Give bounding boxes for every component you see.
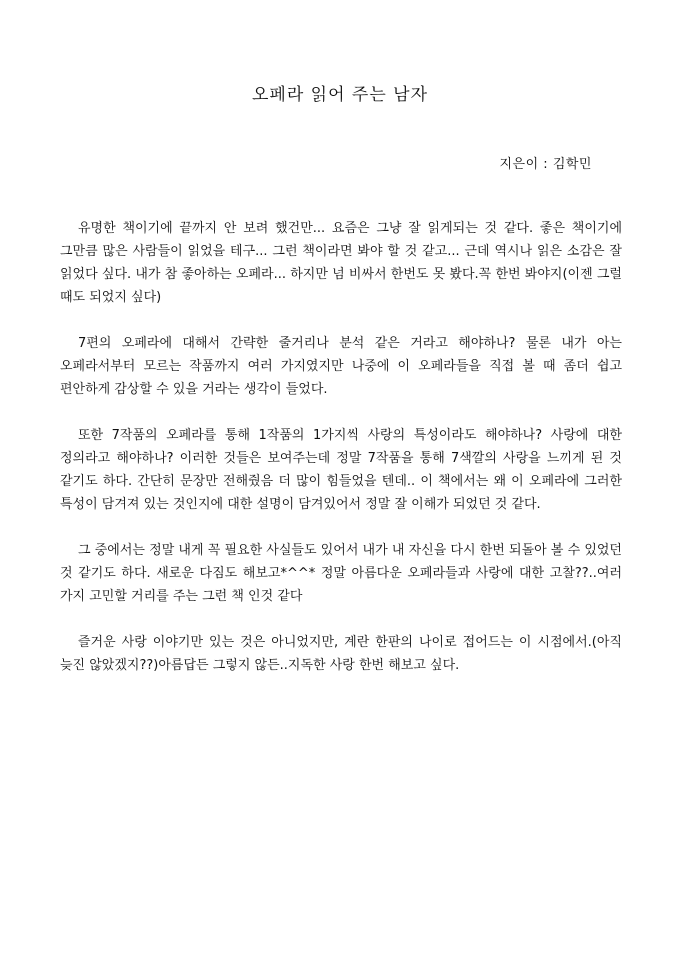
- paragraph-5: 즐거운 사랑 이야기만 있는 것은 아니었지만, 계란 한판의 나이로 접어드는 이 시점에서.(아직 늦진 않았겠지??)아름답든 그렇지 않든..지독한 사랑 한번 해보고 싶다.: [60, 635, 622, 673]
- paragraph-2: 7편의 오페라에 대해서 간략한 줄거리나 분석 같은 거라고 해야하나? 물론 내가 아는 오페라서부터 모르는 작품까지 여러 가지였지만 나중에 이 오페라들을 직접 볼 때 좀더 쉽고 편안하게 감상할 수 있을 거라는 생각이 들었다.: [60, 336, 623, 397]
- paragraph-3: 또한 7작품의 오페라를 통해 1작품의 1가지씩 사랑의 특성이라도 해야하나? 사랑에 대한 정의라고 해야하나? 이러한 것들은 보여주는데 정말 7작품을 통해 7색깔의 사랑을 느끼게 된 것 같기도 하다. 간단히 문장만 전해줬음 더 많이 힘들었을 텐데.. 이 책에서는 왜 이 오페라에 그러한 특성이 담겨져 있는 것인지에 대한 설명이 담겨있어서 정말 잘 이해가 되었던 것 같다.: [60, 428, 622, 512]
- document-title: 오페라 읽어 주는 남자: [251, 85, 428, 105]
- document-body: [60, 217, 622, 700]
- author-line: 지은이 : 김학민: [499, 157, 592, 172]
- paragraph-1: 유명한 책이기에 끝까지 안 보려 했건만... 요즘은 그냥 잘 읽게되는 것 같다. 좋은 책이기에 그만큼 많은 사람들이 읽었을 테구... 그런 책이라면 봐야 할 것 같고... 근데 역시나 읽은 소감은 잘 읽었다 싶다. 내가 참 좋아하는 오페라... 하지만 넘 비싸서 한번도 못 봤다.꼭 한번 봐야지(이젠 그럴 때도 되었지 싶다): [60, 221, 622, 305]
- paragraph-4: 그 중에서는 정말 내게 꼭 필요한 사실들도 있어서 내가 내 자신을 다시 한번 되돌아 볼 수 있었던 것 같기도 하다. 새로운 다짐도 해보고*^^* 정말 아름다운 오페라들과 사랑에 대한 고찰??..여러 가지 고민할 거리를 주는 그런 책 인것 같다: [60, 543, 622, 604]
